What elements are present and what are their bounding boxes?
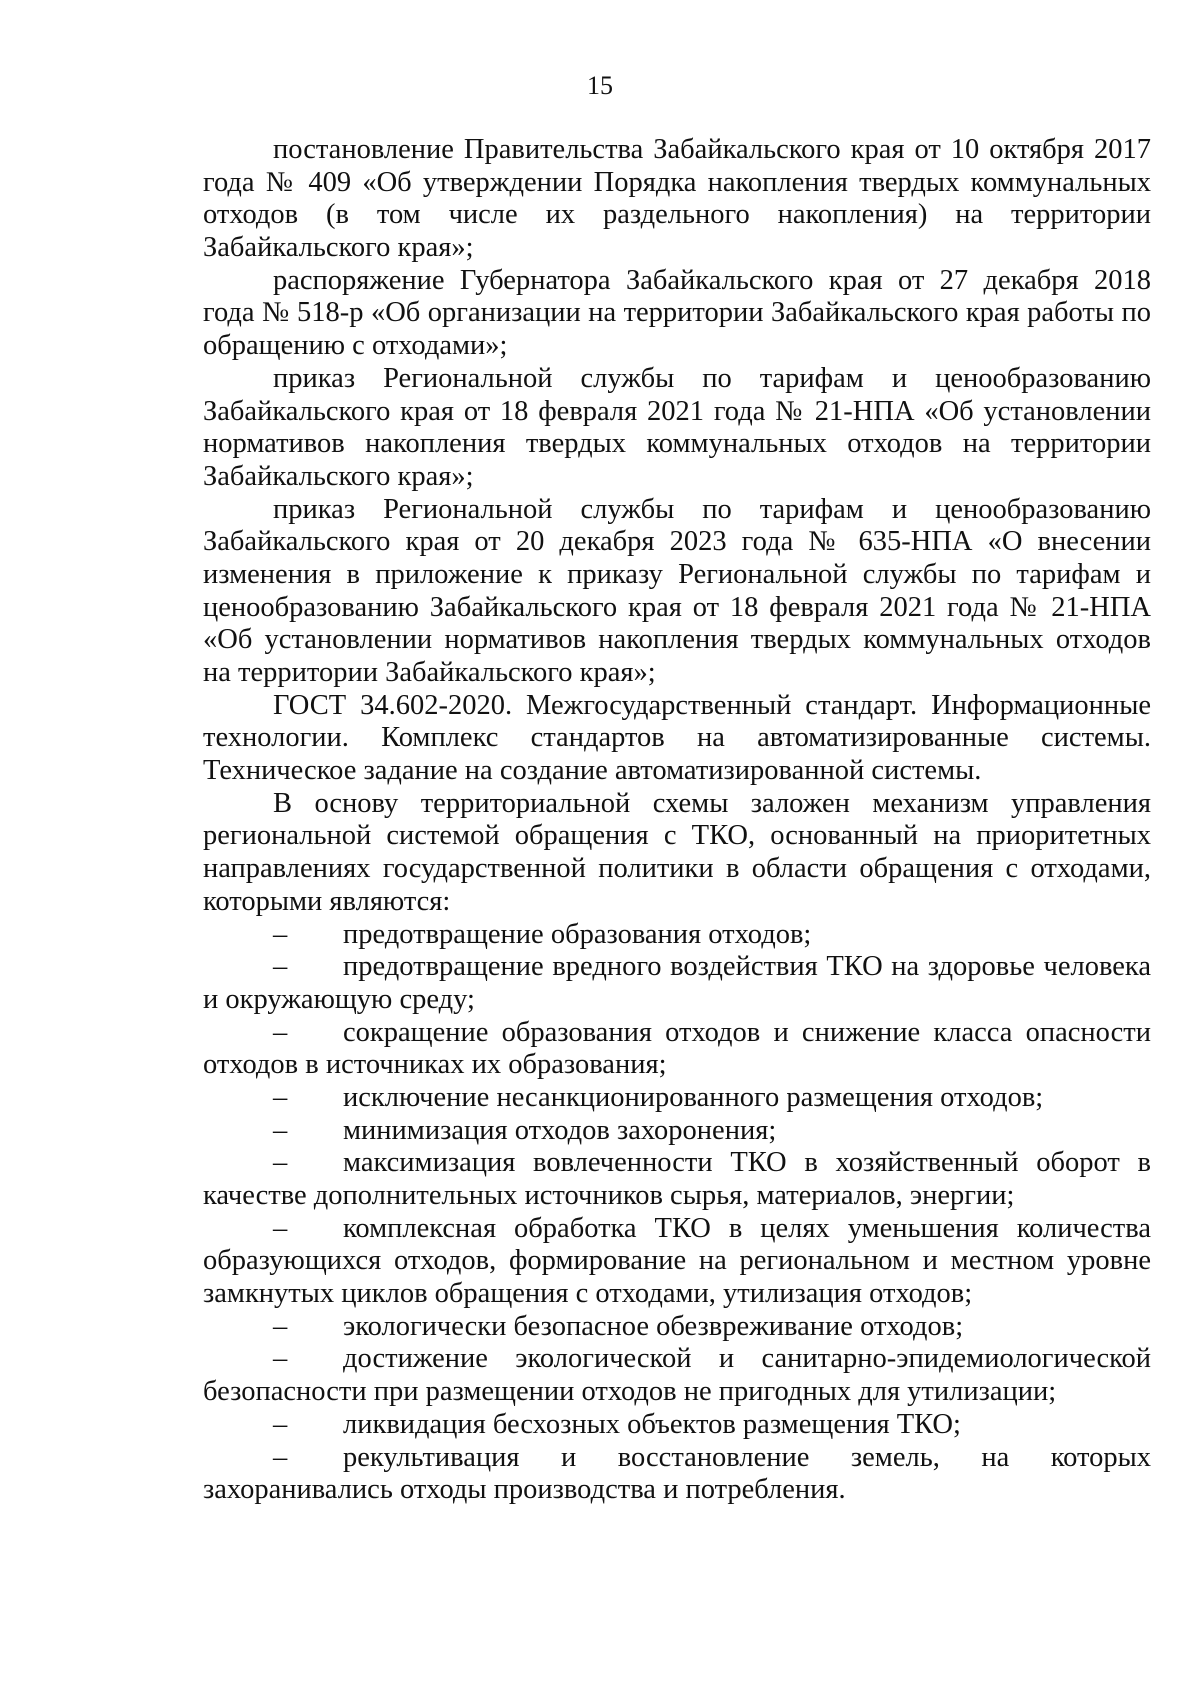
bullet-list xyxy=(203,919,1151,1507)
document-body xyxy=(203,134,1151,1507)
text-line: года № 518-р «Об организации на территории Забайкальского края работы по xyxy=(203,297,1151,329)
paragraph xyxy=(203,134,1151,265)
list-item-text: сокращение образования отходов и снижение класса опасности xyxy=(343,1016,1151,1048)
list-item-continuation: образующихся отходов, формирование на региональном и местном уровне xyxy=(203,1245,1151,1277)
list-item xyxy=(203,1082,1151,1115)
text-line: Забайкальского края от 18 февраля 2021 года № 21-НПА «Об установлении xyxy=(203,395,1151,427)
dash-marker: – xyxy=(273,1147,288,1179)
list-item-text: рекультивация и восстановление земель, на которых xyxy=(343,1441,1151,1473)
list-item-text: ликвидация бесхозных объектов размещения ТКО; xyxy=(343,1408,961,1440)
list-item-text: экологически безопасное обезвреживание отходов; xyxy=(343,1310,964,1342)
text-line: В основу территориальной схемы заложен механизм управления xyxy=(273,787,1151,819)
list-item xyxy=(203,1442,1151,1507)
paragraph xyxy=(203,265,1151,363)
list-item-continuation: безопасности при размещении отходов не пригодных для утилизации; xyxy=(203,1376,1057,1408)
text-line: изменения в приложение к приказу Региональной службы по тарифам и xyxy=(203,558,1151,590)
dash-marker: – xyxy=(273,1310,288,1342)
text-line: нормативов накопления твердых коммунальных отходов на территории xyxy=(203,428,1151,460)
text-line: приказ Региональной службы по тарифам и ценообразованию xyxy=(273,493,1151,525)
text-line: Забайкальского края»; xyxy=(203,460,474,492)
list-item-continuation: и окружающую среду; xyxy=(203,983,475,1015)
list-item-text: достижение экологической и санитарно-эпидемиологической xyxy=(343,1343,1151,1375)
list-item-text: максимизация вовлеченности ТКО в хозяйственный оборот в xyxy=(343,1147,1151,1179)
list-item xyxy=(203,919,1151,952)
dash-marker: – xyxy=(273,1408,288,1440)
list-item-text: предотвращение вредного воздействия ТКО на здоровье человека xyxy=(343,951,1151,983)
list-item-continuation: качестве дополнительных источников сырья, материалов, энергии; xyxy=(203,1180,1015,1211)
list-item xyxy=(203,1017,1151,1082)
list-item-continuation: захоранивались отходы производства и потребления. xyxy=(203,1474,846,1506)
text-line: технологии. Комплекс стандартов на автоматизированные системы. xyxy=(203,722,1151,754)
text-line: приказ Региональной службы по тарифам и ценообразованию xyxy=(273,362,1151,394)
text-line: ГОСТ 34.602-2020. Межгосударственный стандарт. Информационные xyxy=(273,689,1151,721)
paragraph xyxy=(203,494,1151,690)
dash-marker: – xyxy=(273,951,288,983)
text-line: которыми являются: xyxy=(203,885,451,917)
dash-marker: – xyxy=(273,1081,288,1113)
list-item-continuation: замкнутых циклов обращения с отходами, утилизация отходов; xyxy=(203,1278,973,1310)
list-item xyxy=(203,1147,1151,1212)
list-item xyxy=(203,1409,1151,1442)
text-line: Забайкальского края от 20 декабря 2023 года № 635-НПА «О внесении xyxy=(203,526,1151,558)
dash-marker: – xyxy=(273,1212,288,1244)
text-line: Забайкальского края»; xyxy=(203,232,474,264)
text-line: региональной системой обращения с ТКО, основанный на приоритетных xyxy=(203,820,1151,852)
text-line: ценообразованию Забайкальского края от 18 февраля 2021 года № 21-НПА xyxy=(203,591,1151,623)
dash-marker: – xyxy=(273,1343,288,1375)
text-line: года № 409 «Об утверждении Порядка накопления твердых коммунальных xyxy=(203,166,1151,198)
list-item xyxy=(203,1311,1151,1344)
dash-marker: – xyxy=(273,1016,288,1048)
paragraph xyxy=(203,788,1151,919)
list-item-continuation: отходов в источниках их образования; xyxy=(203,1049,667,1081)
list-item xyxy=(203,1115,1151,1148)
list-item xyxy=(203,1343,1151,1408)
text-line: направлениях государственной политики в области обращения с отходами, xyxy=(203,853,1151,885)
list-item-text: минимизация отходов захоронения; xyxy=(343,1114,777,1146)
list-item-text: комплексная обработка ТКО в целях уменьшения количества xyxy=(343,1212,1151,1244)
page-number: 15 xyxy=(587,71,613,100)
dash-marker: – xyxy=(273,918,288,950)
paragraph xyxy=(203,690,1151,788)
paragraph xyxy=(203,363,1151,494)
list-item-text: предотвращение образования отходов; xyxy=(343,918,812,950)
list-item xyxy=(203,951,1151,1016)
dash-marker: – xyxy=(273,1441,288,1473)
text-line: Техническое задание на создание автоматизированной системы. xyxy=(203,755,982,787)
list-item-text: исключение несанкционированного размещения отходов; xyxy=(343,1081,1044,1113)
text-line: обращению с отходами»; xyxy=(203,330,508,362)
list-item xyxy=(203,1213,1151,1311)
text-line: постановление Правительства Забайкальского края от 10 октября 2017 xyxy=(273,134,1151,165)
text-line: «Об установлении нормативов накопления твердых коммунальных отходов xyxy=(203,624,1151,656)
text-line: распоряжение Губернатора Забайкальского края от 27 декабря 2018 xyxy=(273,264,1151,296)
dash-marker: – xyxy=(273,1114,288,1146)
text-line: отходов (в том числе их раздельного накопления) на территории xyxy=(203,199,1151,231)
text-line: на территории Забайкальского края»; xyxy=(203,657,656,688)
